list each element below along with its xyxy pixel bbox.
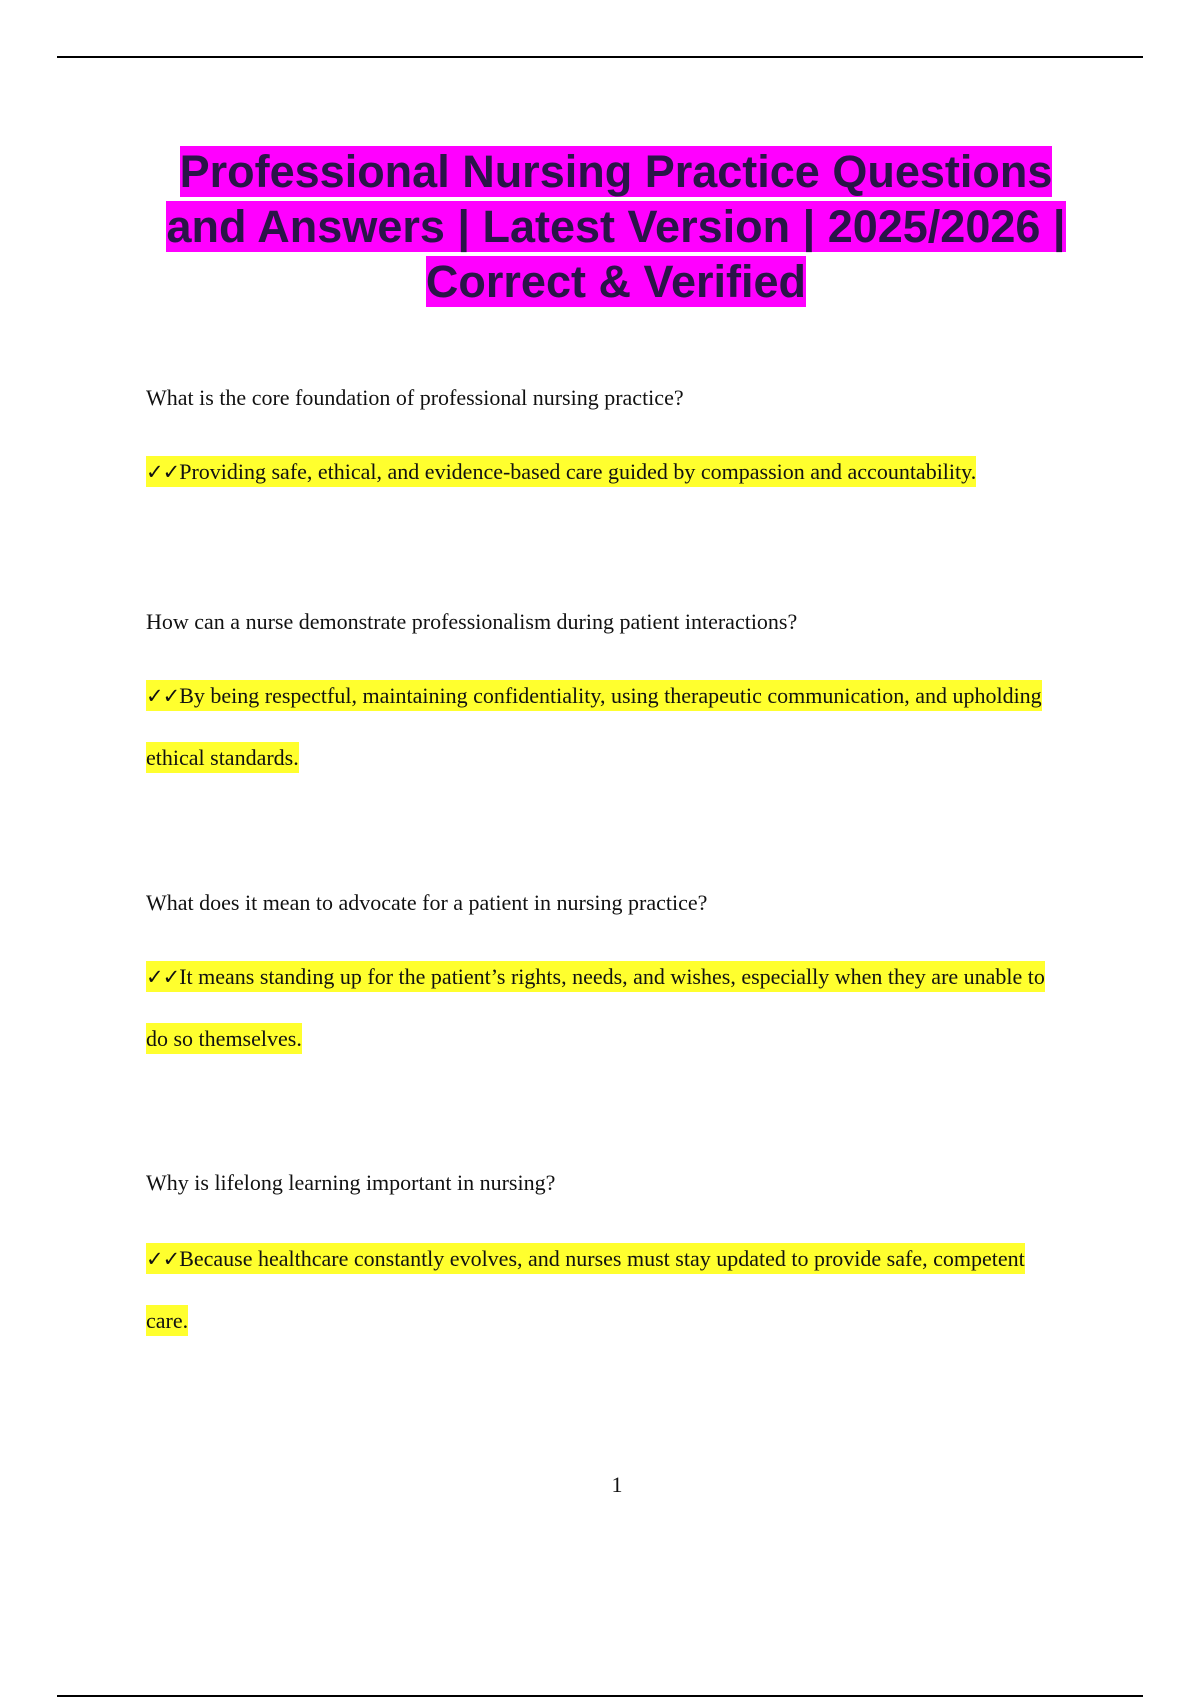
check-mark-icon: ✓✓ <box>146 1247 180 1271</box>
question-3: What does it mean to advocate for a patient in nursing practice? <box>146 890 708 915</box>
check-mark-icon: ✓✓ <box>146 460 180 484</box>
answer-highlight <box>146 456 976 487</box>
qa-item-2 <box>146 607 1066 788</box>
document-title-text: Professional Nursing Practice Questions and Answers | Latest Version | 2025/2026 | Correct & Verified <box>166 146 1066 307</box>
answer-highlight <box>146 680 1042 773</box>
qa-item-4 <box>146 1168 1066 1351</box>
answer-highlight <box>146 961 1045 1054</box>
answer-highlight <box>146 1243 1025 1336</box>
answer-2-text: By being respectful, maintaining confidentiality, using therapeutic communication, and upholding ethical standards. <box>146 683 1042 770</box>
qa-item-3 <box>146 888 1066 1069</box>
page-number: 1 <box>611 1472 623 1497</box>
answer-4 <box>146 1228 1066 1351</box>
answer-4-text: Because healthcare constantly evolves, and nurses must stay updated to provide safe, competent care. <box>146 1246 1025 1333</box>
footer-rule <box>57 1695 1143 1697</box>
question-4: Why is lifelong learning important in nursing? <box>146 1170 556 1195</box>
answer-1-text: Providing safe, ethical, and evidence-based care guided by compassion and accountability. <box>179 459 977 484</box>
answer-2 <box>146 665 1066 788</box>
answer-1 <box>146 441 1066 503</box>
qa-item-1 <box>146 383 1066 503</box>
check-mark-icon: ✓✓ <box>146 965 180 989</box>
answer-3-text: It means standing up for the patient’s rights, needs, and wishes, especially when they are unable to do so themselves. <box>146 964 1045 1051</box>
header-rule <box>57 56 1143 58</box>
question-1: What is the core foundation of professional nursing practice? <box>146 385 684 410</box>
answer-3 <box>146 946 1066 1069</box>
check-mark-icon: ✓✓ <box>146 684 180 708</box>
document-title <box>146 144 1086 309</box>
question-2: How can a nurse demonstrate professionalism during patient interactions? <box>146 609 798 634</box>
